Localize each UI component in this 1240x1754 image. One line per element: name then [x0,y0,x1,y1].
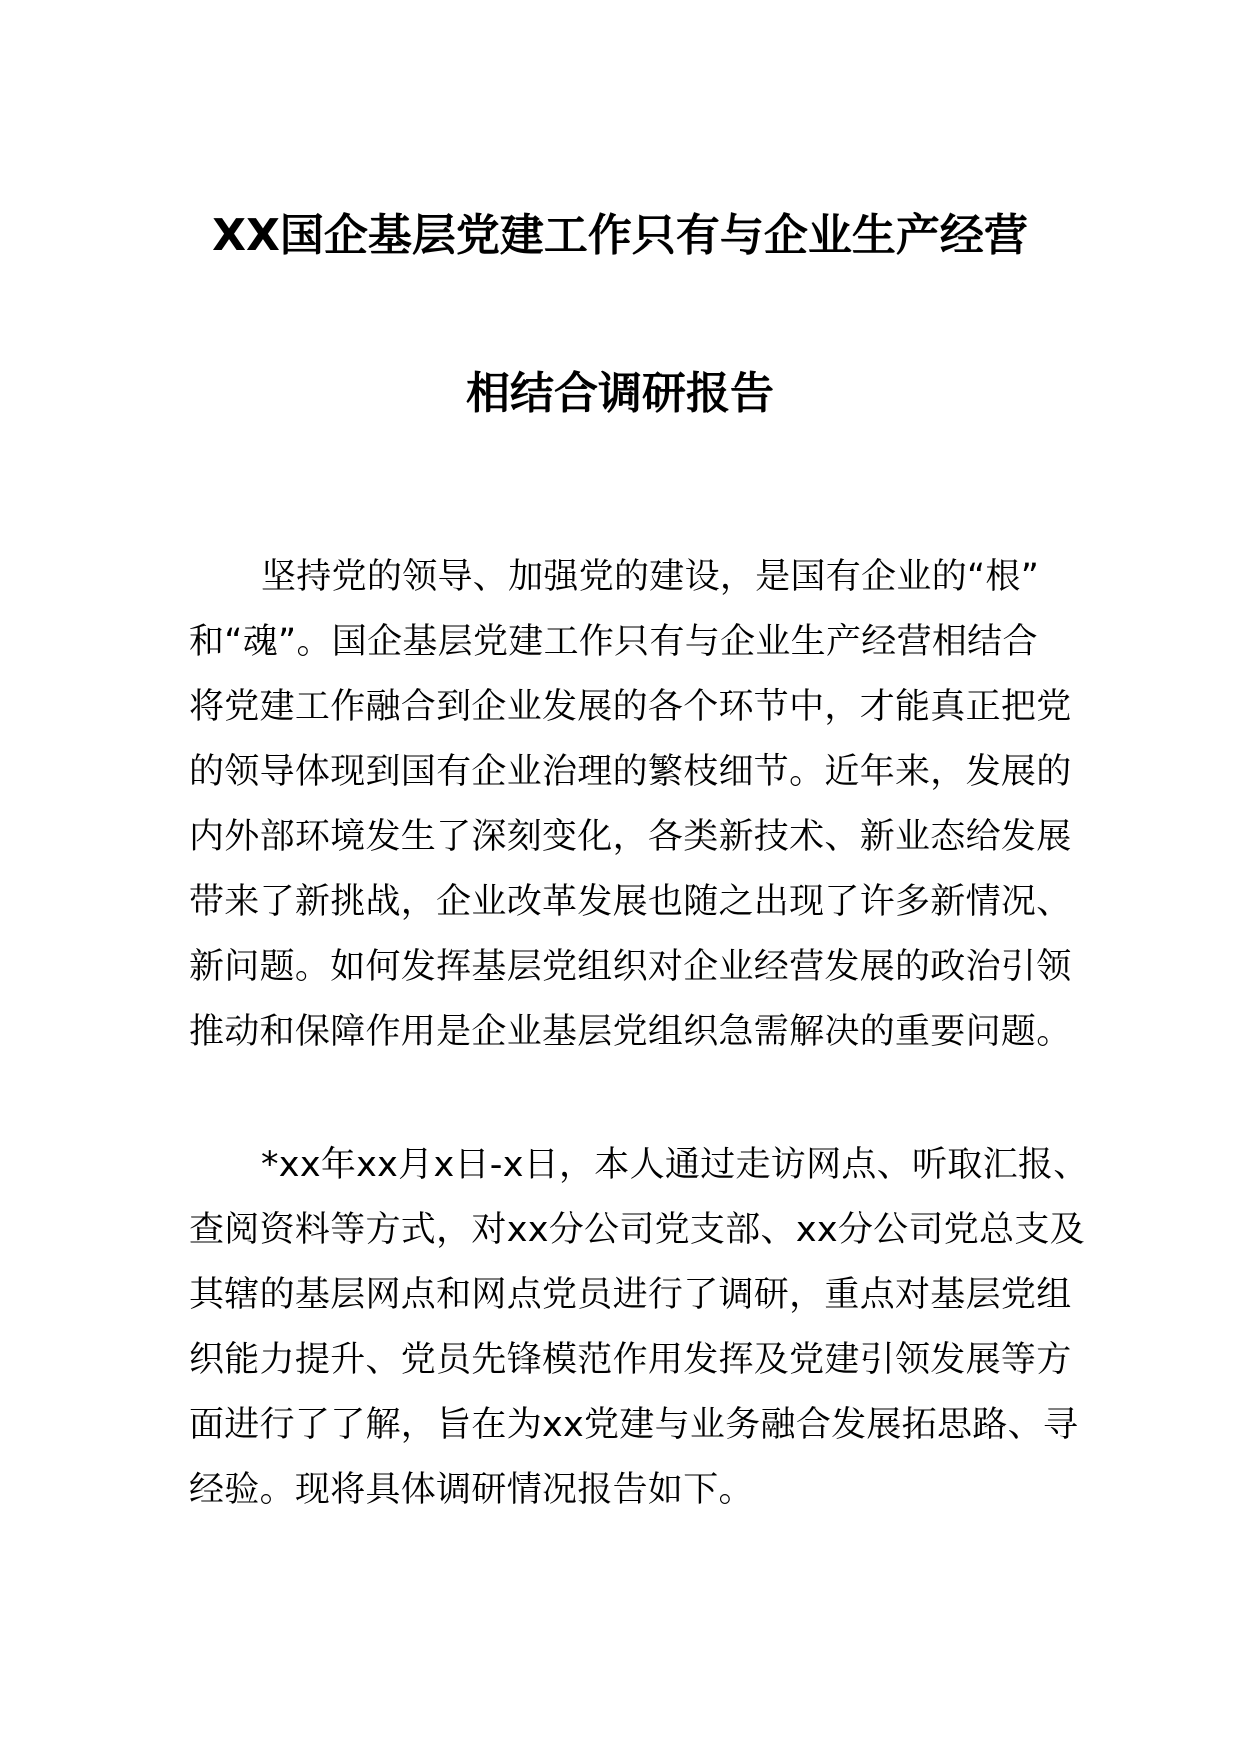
paragraph-line: 坚持党的领导、加强党的建设，是国有企业的“根” [261,557,1040,597]
paragraph-line: 将党建工作融合到企业发展的各个环节中，才能真正把党 [189,687,1072,727]
paragraph-line: 推动和保障作用是企业基层党组织急需解决的重要问题。 [189,1012,1072,1052]
paragraph-line: 面进行了了解，旨在为xx党建与业务融合发展拓思路、寻 [189,1405,1079,1445]
paragraph-line: 查阅资料等方式，对xx分公司党支部、xx分公司党总支及 [189,1210,1085,1250]
paragraph-line: 带来了新挑战，企业改革发展也随之出现了许多新情况、 [189,882,1072,922]
paragraph-line: 内外部环境发生了深刻变化，各类新技术、新业态给发展 [189,817,1072,857]
paragraph-line: 织能力提升、党员先锋模范作用发挥及党建引领发展等方 [189,1340,1072,1380]
paragraph-intro [189,545,1072,1065]
paragraph-line: *xx年xx月x日-x日，本人通过走访网点、听取汇报、 [261,1145,1089,1185]
document-title-line-1: XX国企基层党建工作只有与企业生产经营 [212,210,1028,261]
paragraph-line: 新问题。如何发挥基层党组织对企业经营发展的政治引领 [189,947,1072,987]
paragraph-research-method [189,1133,1089,1523]
paragraph-line: 其辖的基层网点和网点党员进行了调研，重点对基层党组 [189,1275,1072,1315]
paragraph-line: 的领导体现到国有企业治理的繁枝细节。近年来，发展的 [189,752,1072,792]
document-title-line-2: 相结合调研报告 [466,368,774,419]
paragraph-line: 经验。现将具体调研情况报告如下。 [189,1470,754,1510]
paragraph-line: 和“魂”。国企基层党建工作只有与企业生产经营相结合 [189,622,1038,662]
